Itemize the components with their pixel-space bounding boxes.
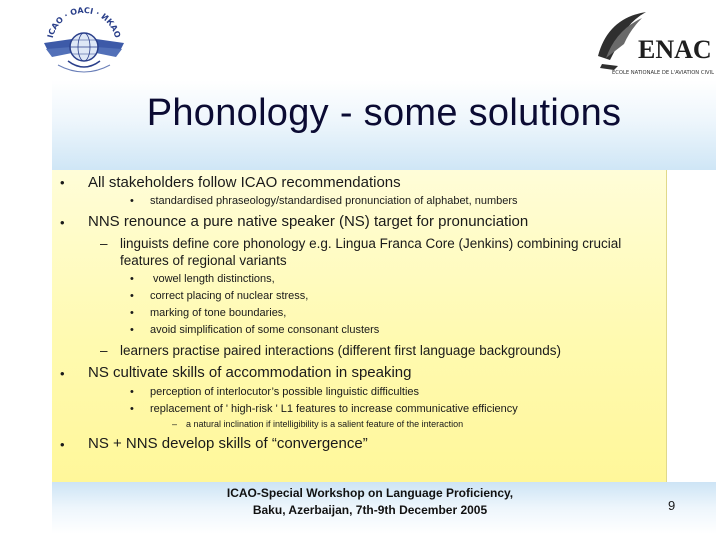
bullet-marker: • — [130, 273, 134, 285]
bullet-text: features of regional variants — [120, 253, 287, 268]
bullet-text: marking of tone boundaries, — [150, 307, 287, 319]
bullet-marker: • — [60, 437, 65, 452]
bullet-text: perception of interlocutor’s possible linguistic difficulties — [150, 386, 420, 398]
bullet-text: NNS renounce a pure native speaker (NS) target for pronunciation — [88, 213, 529, 230]
bullet-marker: – — [100, 343, 108, 358]
bullet-text: correct placing of nuclear stress, — [150, 290, 309, 302]
bullet-text: NS cultivate skills of accommodation in speaking — [88, 364, 412, 381]
bullet-text: vowel length distinctions, — [153, 273, 275, 285]
footer-line-1: ICAO-Special Workshop on Language Proficiency, — [226, 486, 514, 500]
bullet-text: learners practise paired interactions (different first language backgrounds) — [120, 343, 561, 358]
footer-line-2: Baku, Azerbaijan, 7th-9th December 2005 — [252, 503, 488, 517]
bullet-text: a natural inclination if intelligibility is a salient feature of the interaction — [186, 419, 464, 429]
slide-title: Phonology - some solutions — [146, 92, 622, 134]
bullet-text: standardised phraseology/standardised pronunciation of alphabet, numbers — [150, 195, 518, 207]
page-number: 9 — [668, 498, 676, 513]
bullet-marker: • — [130, 195, 134, 207]
bullet-marker: • — [60, 215, 65, 230]
bullet-text: NS + NNS develop skills of “convergence” — [88, 435, 368, 452]
bullet-marker: • — [130, 386, 134, 398]
bullet-marker: • — [60, 175, 65, 190]
bullet-text: linguists define core phonology e.g. Lingua Franca Core (Jenkins) combining crucial — [120, 236, 622, 251]
enac-logo-subtitle: ÉCOLE NATIONALE DE L'AVIATION CIVILE — [612, 70, 714, 76]
bullet-marker: • — [130, 403, 134, 415]
enac-logo-text: ENAC — [638, 35, 712, 64]
bullet-marker: – — [172, 419, 178, 429]
bullet-text: replacement of ' high-risk ' L1 features to increase communicative efficiency — [150, 403, 518, 415]
enac-logo — [588, 8, 714, 78]
bullet-marker: – — [100, 236, 108, 251]
icao-logo-text: ICAO · OACI · ИКАО — [45, 5, 123, 39]
bullet-text: avoid simplification of some consonant clusters — [150, 324, 380, 336]
bullet-marker: • — [130, 324, 134, 336]
bullet-marker: • — [60, 366, 65, 381]
footer-caption — [170, 485, 570, 519]
bullet-marker: • — [130, 290, 134, 302]
bullet-text: All stakeholders follow ICAO recommendations — [88, 174, 401, 191]
bullet-marker: • — [130, 307, 134, 319]
icao-logo — [38, 5, 130, 80]
